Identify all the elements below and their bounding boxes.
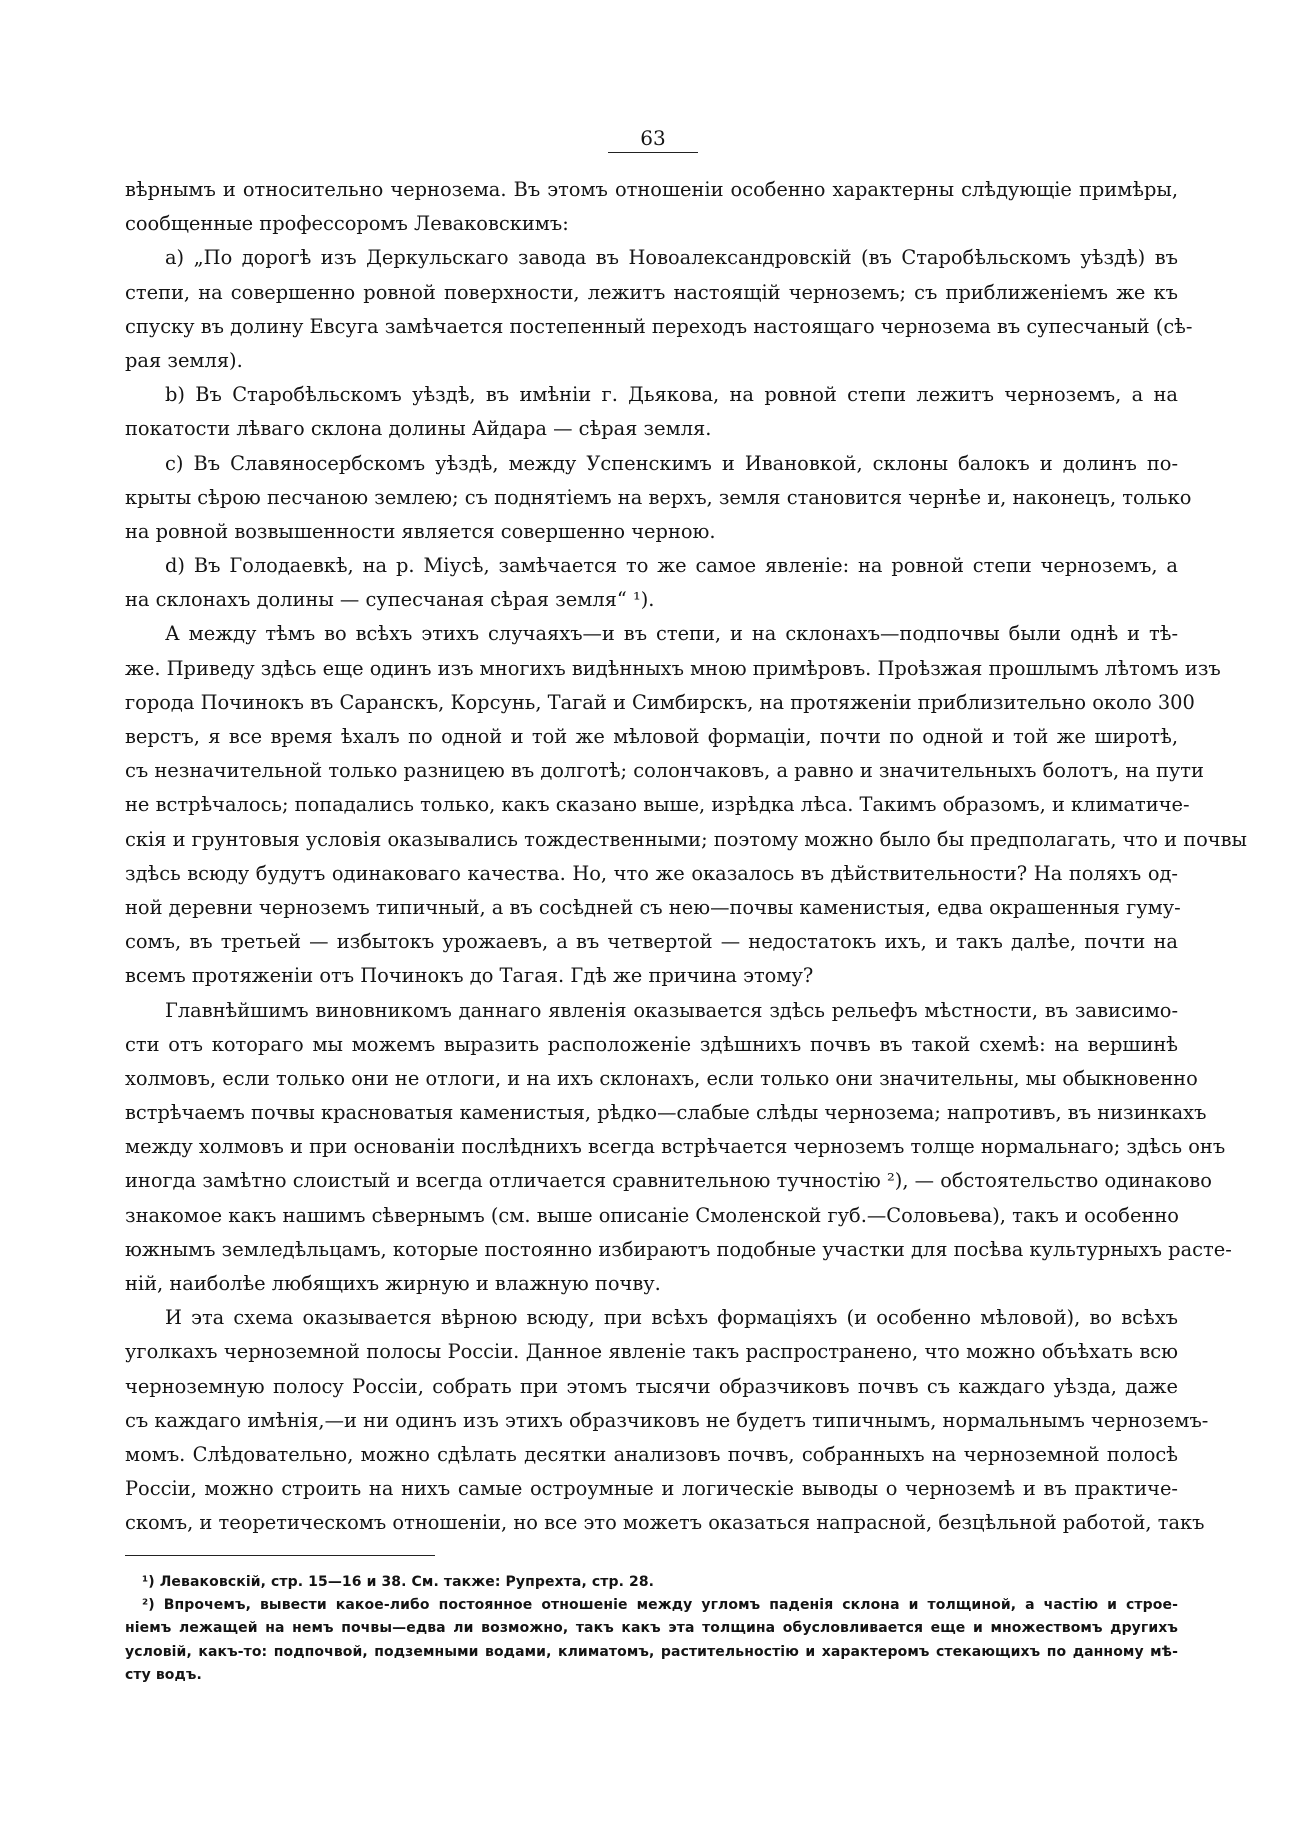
text-line: южнымъ земледѣльцамъ, которые постоянно избираютъ подобные участки для посѣва культурныхъ расте- bbox=[125, 1237, 1232, 1261]
text-line: черноземную полосу Россіи, собрать при этомъ тысячи образчиковъ почвъ съ каждаго уѣзда, даже bbox=[125, 1374, 1178, 1398]
text-line: покатости лѣваго склона долины Айдара — сѣрая земля. bbox=[125, 417, 712, 441]
footnote-line: ²) Впрочемъ, вывести какое-либо постоянное отношеніе между угломъ паденія склона и толщиной, а частію и строе- bbox=[142, 1597, 1178, 1614]
text-line: момъ. Слѣдовательно, можно сдѣлать десятки анализовъ почвъ, собранныхъ на черноземной полосѣ bbox=[125, 1442, 1178, 1466]
page-number: 63 bbox=[640, 126, 666, 150]
body-text bbox=[125, 173, 1247, 1541]
footnote-line: ніемъ лежащей на немъ почвы—едва ли возможно, такъ какъ эта толщина обусловливается еще и множествомъ другихъ bbox=[125, 1620, 1178, 1637]
text-line: скія и грунтовыя условія оказывались тождественными; поэтому можно было бы предполагать, что и почвы bbox=[125, 827, 1247, 851]
text-line: крыты сѣрою песчаною землею; съ поднятіемъ на верхъ, земля становится чернѣе и, наконецъ, только bbox=[125, 485, 1192, 509]
text-line: сти отъ котораго мы можемъ выразить расположеніе здѣшнихъ почвъ въ такой схемѣ: на вершинѣ bbox=[125, 1032, 1178, 1056]
text-line: знакомое какъ нашимъ сѣвернымъ (см. выше описаніе Смоленской губ.—Соловьева), такъ и особенно bbox=[125, 1203, 1179, 1227]
text-line: верстъ, я все время ѣхалъ по одной и той же мѣловой формаціи, почти по одной и той же широтѣ, bbox=[125, 725, 1178, 748]
text-line: всемъ протяженіи отъ Починокъ до Тагая. Гдѣ же причина этому? bbox=[125, 964, 814, 988]
text-line: Главнѣйшимъ виновникомъ даннаго явленія оказывается здѣсь рельефъ мѣстности, въ зависимо- bbox=[165, 998, 1178, 1022]
page-number-rule bbox=[608, 152, 698, 153]
text-line: Россіи, можно строить на нихъ самые остроумные и логическіе выводы о черноземѣ и въ практиче- bbox=[125, 1477, 1178, 1501]
text-line: иногда замѣтно слоистый и всегда отличается сравнительною тучностію ²), — обстоятельство одинаково bbox=[125, 1169, 1212, 1193]
text-line: на склонахъ долины — супесчаная сѣрая земля“ ¹). bbox=[125, 588, 655, 612]
text-line: съ незначительной только разницею въ долготѣ; солончаковъ, а равно и значительныхъ болотъ, на пути bbox=[125, 759, 1204, 783]
text-line: съ каждаго имѣнія,—и ни одинъ изъ этихъ образчиковъ не будетъ типичнымъ, нормальнымъ черноземъ- bbox=[125, 1408, 1209, 1432]
text-line: скомъ, и теоретическомъ отношеніи, но все это можетъ оказаться напрасной, безцѣльной работой, такъ bbox=[125, 1511, 1205, 1535]
text-line: А между тѣмъ во всѣхъ этихъ случаяхъ—и въ степи, и на склонахъ—подпочвы были однѣ и тѣ- bbox=[165, 622, 1178, 646]
text-line: не встрѣчалось; попадались только, какъ сказано выше, изрѣдка лѣса. Такимъ образомъ, и климатиче- bbox=[125, 793, 1190, 817]
text-line: d) Въ Голодаевкѣ, на р. Міусѣ, замѣчается то же самое явленіе: на ровной степи черноземъ, а bbox=[165, 554, 1178, 578]
text-line: же. Приведу здѣсь еще одинъ изъ многихъ видѣнныхъ мною примѣровъ. Проѣзжая прошлымъ лѣтомъ изъ bbox=[125, 656, 1221, 680]
text-line: b) Въ Старобѣльскомъ уѣздѣ, въ имѣніи г. Дьякова, на ровной степи лежитъ черноземъ, а на bbox=[165, 383, 1178, 407]
footnote-line: ¹) Леваковскій, стр. 15—16 и 38. См. также: Рупрехта, стр. 28. bbox=[142, 1574, 655, 1590]
text-line: здѣсь всюду будутъ одинаковаго качества. Но, что же оказалось въ дѣйствительности? На поляхъ од- bbox=[125, 861, 1178, 885]
text-line: сомъ, въ третьей — избытокъ урожаевъ, а въ четвертой — недостатокъ ихъ, и такъ далѣе, почти на bbox=[125, 930, 1178, 954]
text-line: И эта схема оказывается вѣрною всюду, при всѣхъ формаціяхъ (и особенно мѣловой), во всѣхъ bbox=[165, 1306, 1178, 1330]
text-line: города Починокъ въ Саранскъ, Корсунь, Тагай и Симбирскъ, на протяженіи приблизительно около 300 bbox=[125, 690, 1195, 714]
text-line: спуску въ долину Евсуга замѣчается постепенный переходъ настоящаго чернозема въ супесчаный (сѣ- bbox=[125, 314, 1193, 338]
text-line: ній, наиболѣе любящихъ жирную и влажную почву. bbox=[125, 1272, 661, 1295]
text-line: вѣрнымъ и относительно чернозема. Въ этомъ отношеніи особенно характерны слѣдующіе примѣры, bbox=[125, 178, 1178, 201]
text-line: рая земля). bbox=[125, 348, 243, 372]
footnotes bbox=[125, 1571, 1178, 1687]
footnote-line: сту водъ. bbox=[125, 1666, 202, 1683]
text-line: между холмовъ и при основаніи послѣднихъ всегда встрѣчается черноземъ толще нормальнаго; здѣсь онъ bbox=[125, 1135, 1226, 1159]
footnote-separator bbox=[125, 1555, 435, 1556]
text-line: уголкахъ черноземной полосы Россіи. Данное явленіе такъ распространено, что можно объѣхать всю bbox=[125, 1340, 1178, 1364]
text-line: a) „По дорогѣ изъ Деркульскаго завода въ Новоалександровскій (въ Старобѣльскомъ уѣздѣ) въ bbox=[165, 246, 1178, 270]
text-line: ной деревни черноземъ типичный, а въ сосѣдней съ нею—почвы каменистыя, едва окрашенныя гуму- bbox=[125, 895, 1181, 919]
text-line: встрѣчаемъ почвы красноватыя каменистыя, рѣдко—слабые слѣды чернозема; напротивъ, въ низинкахъ bbox=[125, 1101, 1207, 1125]
footnote-line: условій, какъ-то: подпочвой, подземными водами, климатомъ, растительностію и характеромъ стекающихъ по данному мѣ- bbox=[125, 1643, 1178, 1660]
text-line: степи, на совершенно ровной поверхности, лежитъ настоящій черноземъ; съ приближеніемъ же къ bbox=[125, 280, 1178, 304]
text-line: холмовъ, если только они не отлоги, и на ихъ склонахъ, если только они значительны, мы обыкновенно bbox=[125, 1066, 1198, 1090]
text-line: сообщенные профессоромъ Леваковскимъ: bbox=[125, 212, 569, 236]
text-line: на ровной возвышенности является совершенно черною. bbox=[125, 519, 716, 543]
text-line: c) Въ Славяносербскомъ уѣздѣ, между Успенскимъ и Ивановкой, склоны балокъ и долинъ по- bbox=[165, 451, 1178, 475]
